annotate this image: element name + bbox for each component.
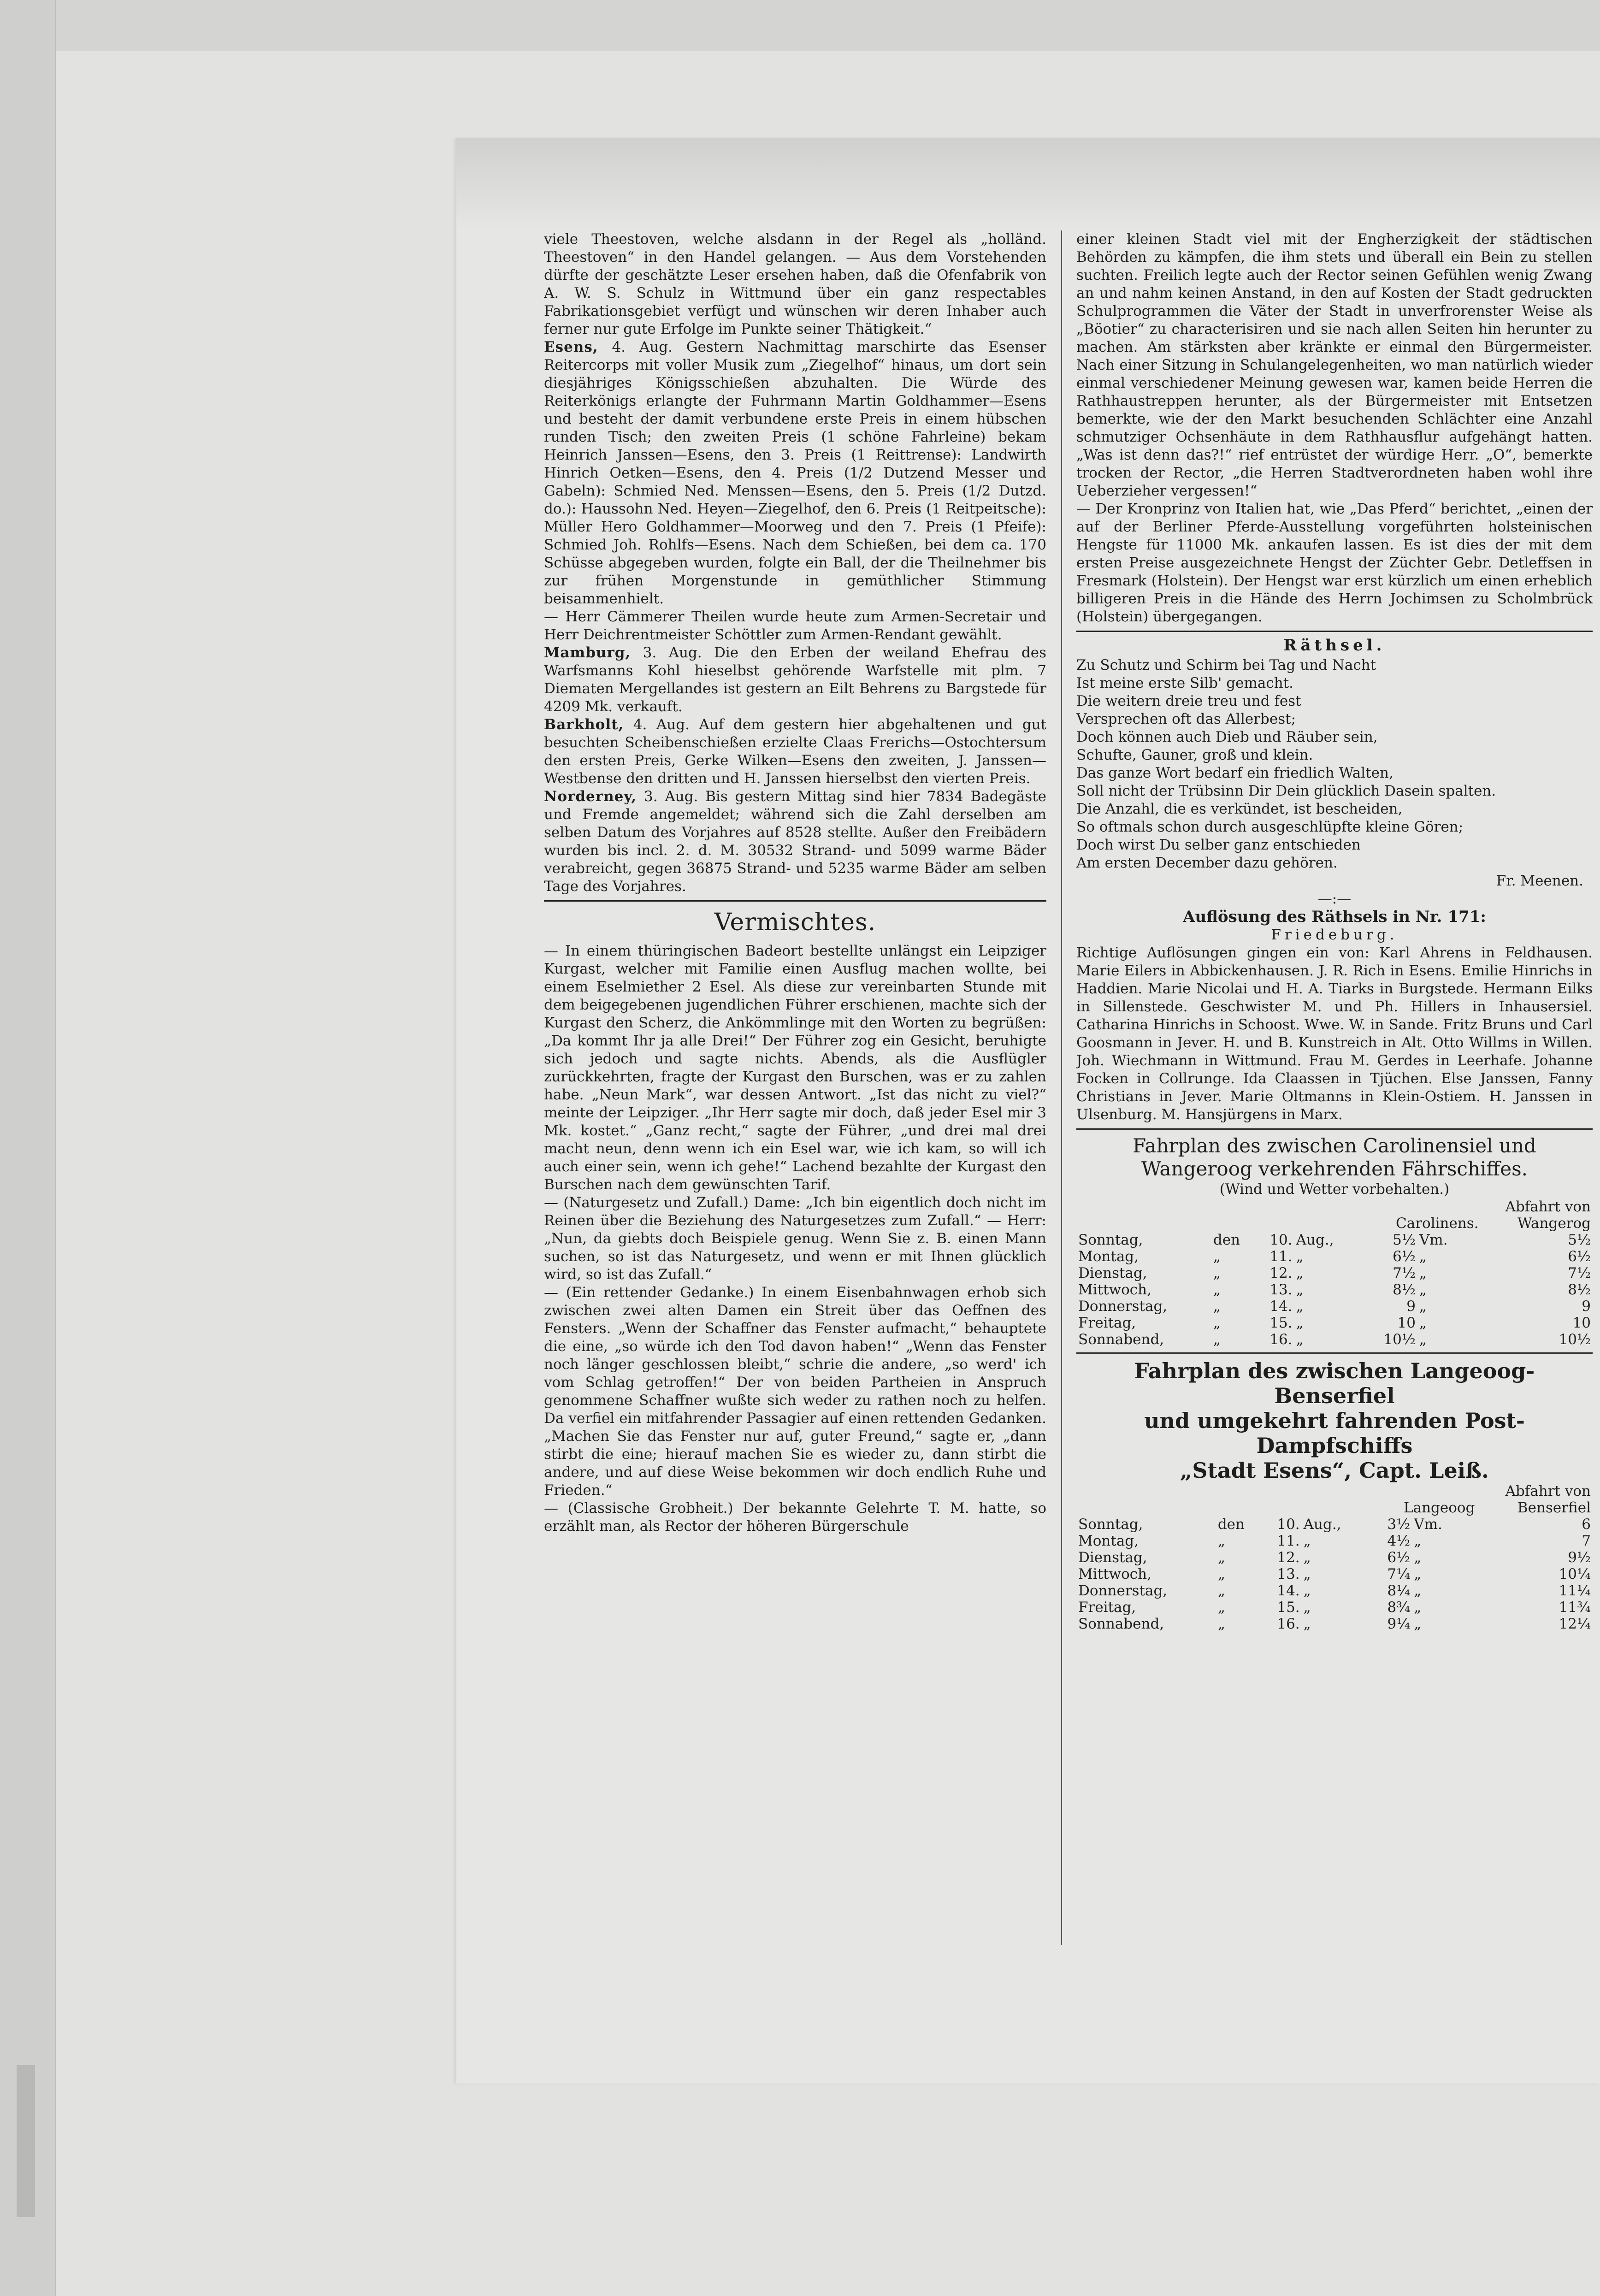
article-ofenfabrik: viele Theestoven, welche alsdann in der Regel als „holländ. Theestoven“ in den Handel gelangen. — Aus dem Vorstehenden dürfte der geschätzte Leser ersehen haben, daß die Ofenfabrik von A. W. S. Schulz in Wittmund über ein ganz respectables Fabrikationsgebiet verfügt und wünschen wir deren Inhaber auch ferner nur gute Erfolge im Punkte seiner Thätigkeit.“	[544, 231, 1046, 337]
time-to: 7½	[1568, 1265, 1591, 1281]
time-to: 9	[1582, 1298, 1591, 1315]
unit: „	[1414, 1599, 1422, 1616]
article-esens	[544, 338, 1046, 608]
schedule2-title-line3: „Stadt Esens“, Capt. Leiß.	[1180, 1458, 1489, 1483]
month: Aug.,	[1303, 1516, 1341, 1533]
day: Donnerstag,	[1078, 1298, 1168, 1315]
day: Sonnabend,	[1078, 1616, 1164, 1632]
time-to: 11¼	[1559, 1582, 1591, 1599]
unit: „	[1414, 1566, 1422, 1582]
solution-solvers: Richtige Auflösungen gingen ein von: Karl Ahrens in Feldhausen. Marie Eilers in Abbickenhausen. J. R. Rich in Esens. Emilie Hinrichs in Haddien. Marie Nicolai und H. A. Tiarks in Burgstede. Hermann Eilks in Sillenstede. Geschwister M. und Ph. Hillers in Inhausersiel. Catharina Hinrichs in Schoost. Wwe. W. in Sande. Fritz Bruns und Carl Goosmann in Jever. H. und B. Kunstreich in Alt. Otto Willms in Willen. Joh. Wiechmann in Wittmund. Frau M. Gerdes in Leerhafe. Johanne Focken in Collrunge. Ida Claassen in Tjüchen. Else Janssen, Fanny Christians in Jever. Marie Oltmanns in Klein-Ostiem. H. Janssen in Ulsenburg. M. Hansjürgens in Marx.	[1076, 944, 1593, 1123]
day: Mittwoch,	[1078, 1566, 1151, 1582]
column-rule	[1061, 230, 1062, 1945]
riddle-line: Das ganze Wort bedarf ein friedlich Walten,	[1076, 765, 1393, 781]
riddle-line: Die Anzahl, die es verkündet, ist bescheiden,	[1076, 801, 1403, 817]
time-to: 6	[1582, 1516, 1591, 1533]
ornament-divider: —:—	[1317, 891, 1352, 907]
schedule-col-langeoog: Langeoog	[1404, 1499, 1475, 1516]
day: Montag,	[1078, 1533, 1139, 1549]
time-from: 6½	[1387, 1549, 1411, 1566]
month: Aug.,	[1296, 1232, 1334, 1248]
time-from: 10	[1397, 1315, 1416, 1331]
den: „	[1213, 1248, 1221, 1265]
den: „	[1217, 1549, 1225, 1566]
unit: „	[1419, 1248, 1427, 1265]
month: „	[1303, 1599, 1311, 1616]
article-norderney	[544, 788, 1046, 896]
time-to: 8½	[1568, 1281, 1591, 1298]
side-strip	[17, 2065, 35, 2217]
article-esel: — In einem thüringischen Badeort bestellte unlängst ein Leipziger Kurgast, welcher mit Familie einen Ausflug machen wollte, bei einem Eselmiether 2 Esel. Als diese zur vereinbarten Stunde mit dem beigegebenen jugendlichen Führer erschienen, machte sich der Kurgast den Scherz, die Ankömmlinge mit den Worten zu begrüßen: „Da kommt Ihr ja alle Drei!“ Der Führer zog ein Gesicht, beruhigte sich jedoch und sagte nichts. Abends, als die Ausflügler zurückkehrten, fragte der Kurgast den Burschen, was er zu zahlen habe. „Neun Mark“, war dessen Antwort. „Ist das nicht zu viel?“ meinte der Leipziger. „Ihr Herr sagte mir doch, daß jeder Esel mir 3 Mk. kostet.“ „Ganz recht,“ sagte der Führer, „und drei mal drei macht neun, denn wenn ich ein Esel war, wie ich kam, so will ich auch einer sein, wenn ich gehe!“ Lachend bezahlte der Kurgast den Burschen nach dem gewünschten Tarif.	[544, 943, 1046, 1193]
unit: Vm.	[1414, 1516, 1442, 1533]
time-from: 8¼	[1387, 1582, 1411, 1599]
month: „	[1296, 1281, 1304, 1298]
day: Montag,	[1078, 1248, 1139, 1265]
den: „	[1217, 1582, 1225, 1599]
article-rector-cont: einer kleinen Stadt viel mit der Engherzigkeit der städtischen Behörden zu kämpfen, die ihm stets und überall ein Bein zu stellen suchten. Freilich legte auch der Rector seinen Gefühlen wenig Zwang an und nahm keinen Anstand, in den auf Kosten der Stadt gedruckten Schulprogrammen die Väter der Stadt in unverfrorenster Weise als „Böotier“ zu characterisiren und sie nach allen Seiten hin herunter zu machen. Am stärksten aber kränkte er einmal den Bürgermeister. Nach einer Sitzung in Schulangelegenheiten, wo man natürlich wieder einmal verschiedener Meinung gewesen war, kamen beide Herren die Rathhaustreppen herunter, als der Bürgermeister mit Entsetzen bemerkte, wie der den Markt besuchenden Schlächter eine Anzahl schmutziger Ochsenhäute in dem Rathhausflur aufgehängt hatten. „Was ist denn das?!“ rief entrüstet der würdige Herr. „O“, bemerkte trocken der Rector, „die Herren Stadtverordneten haben wohl ihre Ueberzieher vergessen!“	[1076, 231, 1593, 499]
day: Freitag,	[1078, 1599, 1136, 1616]
schedule2-title: Fahrplan des zwischen Langeoog-Benserfiel	[1134, 1358, 1535, 1408]
solution-word: Friedeburg.	[1271, 927, 1398, 943]
place-norderney: Norderney,	[544, 788, 637, 805]
month: „	[1303, 1533, 1311, 1549]
place-esens: Esens,	[544, 339, 598, 355]
bleed-through-header	[456, 138, 1600, 230]
time-from: 3½	[1387, 1516, 1411, 1533]
den: „	[1213, 1315, 1221, 1331]
day: Sonntag,	[1078, 1232, 1143, 1248]
schedule1-table	[1076, 1198, 1593, 1348]
time-from: 10½	[1383, 1331, 1416, 1348]
schedule-header: Abfahrt von	[1505, 1483, 1591, 1499]
unit: „	[1414, 1549, 1422, 1566]
unit: „	[1414, 1582, 1422, 1599]
time-to: 10¼	[1559, 1566, 1591, 1582]
schedule-header-row	[1076, 1499, 1593, 1516]
time-to: 9½	[1568, 1549, 1591, 1566]
schedule-row	[1076, 1516, 1593, 1533]
date: 15.	[1277, 1599, 1300, 1616]
month: „	[1296, 1265, 1304, 1281]
right-column	[1076, 230, 1593, 1950]
esens-text: 4. Aug. Gestern Nachmittag marschirte das Esenser Reitercorps mit voller Musik zum „Ziegelhof“ hinaus, um dort sein diesjähriges Königsschießen abzuhalten. Die Würde des Reiterkönigs erlangte der Fuhrmann Martin Goldhammer—Esens und besteht der damit verbundene erste Preis in einem hübschen runden Tisch; den zweiten Preis (1 schöne Fahrleine) bekam Heinrich Janssen—Esens, den 3. Preis (1 Reittrense): Landwirth Hinrich Oetken—Esens, den 4. Preis (1/2 Dutzend Messer und Gabeln): Schmied Ned. Menssen—Esens, den 5. Preis (1/2 Dutzd. do.): Haussohn Ned. Heyen—Ziegelhof, den 6. Preis (1 Reitpeitsche): Müller Hero Goldhammer—Moorweg und den 7. Preis (1 Pfeife): Schmied Joh. Rohlfs—Esens. Nach dem Schießen, bei dem ca. 170 Schüsse abgegeben wurden, folgte ein Ball, der die Theilnehmer bis zur frühen Morgenstunde in gemüthlicher Stimmung beisammenhielt.	[544, 339, 1046, 607]
left-column	[544, 230, 1046, 1871]
date: 11.	[1277, 1533, 1300, 1549]
day: Dienstag,	[1078, 1549, 1147, 1566]
riddle-poem	[1076, 656, 1593, 872]
section-divider	[1076, 631, 1593, 632]
mamburg-text: 3. Aug. Die den Erben der weiland Ehefrau des Warfsmanns Kohl hieselbst gehörende Warfstelle mit plm. 7 Diematen Mergellandes ist gestern an Eilt Behrens zu Bargstede für 4209 Mk. verkauft.	[544, 644, 1046, 715]
date: 10.	[1269, 1232, 1293, 1248]
riddle-author: Fr. Meenen.	[1496, 873, 1583, 889]
month: „	[1303, 1616, 1311, 1632]
unit: Vm.	[1419, 1232, 1448, 1248]
time-from: 6½	[1393, 1248, 1416, 1265]
den: „	[1217, 1566, 1225, 1582]
time-from: 7¼	[1387, 1566, 1411, 1582]
schedule-row	[1076, 1549, 1593, 1566]
schedule-row	[1076, 1331, 1593, 1348]
date: 14.	[1269, 1298, 1293, 1315]
riddle-line: Doch können auch Dieb und Räuber sein,	[1076, 729, 1378, 745]
month: „	[1296, 1248, 1304, 1265]
schedule1-note: (Wind und Wetter vorbehalten.)	[1219, 1181, 1450, 1198]
unit: „	[1419, 1315, 1427, 1331]
riddle-line: Am ersten December dazu gehören.	[1076, 855, 1338, 871]
article-classische-grobheit: — (Classische Grobheit.) Der bekannte Gelehrte T. M. hatte, so erzählt man, als Rector der höheren Bürgerschule	[544, 1500, 1046, 1535]
den: „	[1213, 1331, 1221, 1348]
solution-title: Auflösung des Räthsels in Nr. 171:	[1183, 908, 1486, 926]
time-from: 8½	[1393, 1281, 1416, 1298]
schedule2-table	[1076, 1483, 1593, 1632]
schedule-row	[1076, 1281, 1593, 1298]
section-divider	[544, 900, 1046, 902]
time-from: 9	[1406, 1298, 1416, 1315]
riddle-line: Doch wirst Du selber ganz entschieden	[1076, 837, 1361, 853]
schedule-row	[1076, 1533, 1593, 1549]
month: „	[1303, 1566, 1311, 1582]
den: den	[1213, 1232, 1240, 1248]
schedule-col-carolinensiel: Carolinens.	[1396, 1215, 1479, 1232]
schedule-row	[1076, 1566, 1593, 1582]
schedule1-title-line2: Wangeroog verkehrenden Fährschiffes.	[1141, 1157, 1528, 1180]
time-to: 6½	[1568, 1248, 1591, 1265]
riddle-line: Die weitern dreie treu und fest	[1076, 693, 1301, 709]
date: 10.	[1277, 1516, 1300, 1533]
section-title-vermischtes: Vermischtes.	[714, 909, 876, 936]
unit: „	[1419, 1331, 1427, 1348]
time-from: 7½	[1393, 1265, 1416, 1281]
den: „	[1217, 1599, 1225, 1616]
place-barkholt: Barkholt,	[544, 716, 624, 733]
unit: „	[1414, 1533, 1422, 1549]
time-to: 10	[1572, 1315, 1591, 1331]
day: Dienstag,	[1078, 1265, 1147, 1281]
schedule1-title: Fahrplan des zwischen Carolinensiel und	[1133, 1134, 1536, 1157]
riddle-title: Räthsel.	[1283, 636, 1386, 655]
den: „	[1213, 1281, 1221, 1298]
norderney-text: 3. Aug. Bis gestern Mittag sind hier 7834 Badegäste und Fremde angemeldet; während sich die Zahl derselben am selben Datum des Vorjahres auf 8528 stellte. Außer den Freibädern wurden bis incl. 2. d. M. 30532 Strand- und 5099 warme Bäder verabreicht, gegen 36875 Strand- und 5235 warme Bäder am selben Tage des Vorjahres.	[544, 788, 1046, 895]
schedule-col-benserfiel: Benserfiel	[1517, 1499, 1591, 1516]
schedule-header-row	[1076, 1483, 1593, 1499]
schedule-row	[1076, 1248, 1593, 1265]
den: „	[1217, 1533, 1225, 1549]
time-from: 8¾	[1387, 1599, 1411, 1616]
date: 13.	[1277, 1566, 1300, 1582]
month: „	[1296, 1331, 1304, 1348]
time-from: 4½	[1387, 1533, 1411, 1549]
place-mamburg: Mamburg,	[544, 644, 631, 661]
section-divider	[1076, 1352, 1593, 1354]
schedule-row	[1076, 1599, 1593, 1616]
date: 11.	[1269, 1248, 1293, 1265]
day: Mittwoch,	[1078, 1281, 1151, 1298]
den: den	[1217, 1516, 1245, 1533]
unit: „	[1419, 1281, 1427, 1298]
article-naturgesetz: — (Naturgesetz und Zufall.) Dame: „Ich bin eigentlich doch nicht im Reinen über die Beziehung des Naturgesetzes zum Zufall.“ — Herr: „Nun, da giebts doch Beispiele genug. Wenn Sie z. B. einen Mann suchen, so ist das Naturgesetz, und wenn er mit Ihnen glücklich wird, so ist das Zufall.“	[544, 1194, 1046, 1283]
riddle-line: So oftmals schon durch ausgeschlüpfte kleine Gören;	[1076, 819, 1464, 835]
schedule-row	[1076, 1315, 1593, 1331]
den: „	[1217, 1616, 1225, 1632]
date: 16.	[1277, 1616, 1300, 1632]
schedule2-title-line2: und umgekehrt fahrenden Post-Dampfschiffs	[1144, 1408, 1525, 1458]
day: Sonnabend,	[1078, 1331, 1164, 1348]
schedule-row	[1076, 1265, 1593, 1281]
day: Sonntag,	[1078, 1516, 1143, 1533]
time-to: 11¾	[1559, 1599, 1591, 1616]
time-to: 10½	[1559, 1331, 1591, 1348]
unit: „	[1419, 1298, 1427, 1315]
riddle-line: Schufte, Gauner, groß und klein.	[1076, 747, 1313, 763]
time-from: 5½	[1393, 1232, 1416, 1248]
day: Freitag,	[1078, 1315, 1136, 1331]
schedule-row	[1076, 1616, 1593, 1632]
schedule-row	[1076, 1298, 1593, 1315]
date: 12.	[1277, 1549, 1300, 1566]
schedule-row	[1076, 1232, 1593, 1248]
article-kronprinz: — Der Kronprinz von Italien hat, wie „Das Pferd“ berichtet, „einen der auf der Berliner Pferde-Ausstellung vorgeführten holsteinischen Hengste für 11000 Mk. ankaufen lassen. Es ist dies der mit dem ersten Preise ausgezeichnete Hengst der Züchter Gebr. Detleffsen in Fresmark (Holstein). Der Hengst war erst kürzlich um einen erheblich billigeren Preis in die Hände des Herrn Jochimsen zu Scholmbrück (Holstein) übergegangen.	[1076, 501, 1593, 625]
day: Donnerstag,	[1078, 1582, 1168, 1599]
schedule-header: Abfahrt von	[1505, 1198, 1591, 1215]
date: 15.	[1269, 1315, 1293, 1331]
month: „	[1303, 1549, 1311, 1566]
riddle-line: Ist meine erste Silb' gemacht.	[1076, 675, 1294, 691]
riddle-line: Versprechen oft das Allerbest;	[1076, 711, 1296, 727]
den: „	[1213, 1265, 1221, 1281]
month: „	[1296, 1315, 1304, 1331]
schedule-col-wangeroog: Wangerog	[1517, 1215, 1591, 1232]
unit: „	[1419, 1265, 1427, 1281]
date: 14.	[1277, 1582, 1300, 1599]
den: „	[1213, 1298, 1221, 1315]
riddle-line: Zu Schutz und Schirm bei Tag und Nacht	[1076, 657, 1376, 673]
article-rettender-gedanke: — (Ein rettender Gedanke.) In einem Eisenbahnwagen erhob sich zwischen zwei alten Damen ein Streit über das Oeffnen des Fensters. „Wenn der Schaffner das Fenster aufmacht,“ behauptete die eine, „so würde ich den Tod davon haben!“ „Wenn das Fenster noch länger geschlossen bleibt,“ schrie die andere, „so werd' ich vom Schlag getroffen!“ Der von beiden Partheien in Anspruch genommene Schaffner wußte sich weder zu rathen noch zu helfen. Da verfiel ein mitfahrender Passagier auf einen rettenden Gedanken. „Machen Sie das Fenster nur auf, guter Freund,“ sagte er, „dann stirbt die eine; hierauf machen Sie es wieder zu, dann stirbt die andere, und auf diese Weise bekommen wir doch endlich Ruhe und Frieden.“	[544, 1284, 1046, 1499]
schedule-header-row	[1076, 1215, 1593, 1232]
article-kaemmerer: — Herr Cämmerer Theilen wurde heute zum Armen-Secretair und Herr Deichrentmeister Schöttler zum Armen-Rendant gewählt.	[544, 608, 1046, 643]
section-divider	[1076, 1128, 1593, 1130]
date: 13.	[1269, 1281, 1293, 1298]
article-mamburg	[544, 644, 1046, 716]
date: 16.	[1269, 1331, 1293, 1348]
unit: „	[1414, 1616, 1422, 1632]
time-from: 9¼	[1387, 1616, 1411, 1632]
time-to: 7	[1582, 1533, 1591, 1549]
date: 12.	[1269, 1265, 1293, 1281]
time-to: 12¼	[1559, 1616, 1591, 1632]
month: „	[1296, 1298, 1304, 1315]
schedule-header-row	[1076, 1198, 1593, 1215]
time-to: 5½	[1568, 1232, 1591, 1248]
barkholt-text: 4. Aug. Auf dem gestern hier abgehaltenen und gut besuchten Scheibenschießen erzielte Claas Frerichs—Ostochtersum den ersten Preis, Gerke Wilken—Esens den zweiten, J. Janssen—Westbense den dritten und H. Janssen hierselbst den vierten Preis.	[544, 716, 1046, 787]
month: „	[1303, 1582, 1311, 1599]
binding-edge	[0, 0, 56, 2296]
schedule-row	[1076, 1582, 1593, 1599]
article-barkholt	[544, 716, 1046, 788]
riddle-line: Soll nicht der Trübsinn Dir Dein glücklich Dasein spalten.	[1076, 783, 1496, 799]
